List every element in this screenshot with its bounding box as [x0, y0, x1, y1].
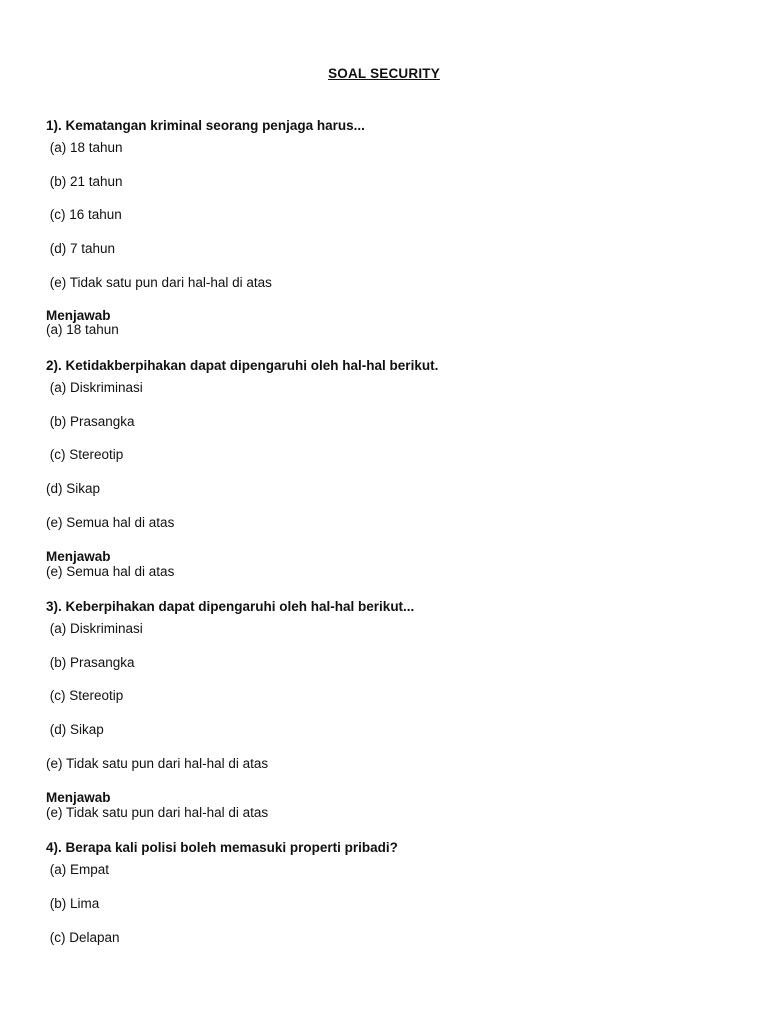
question-1-option-e: (e) Tidak satu pun dari hal-hal di atas [46, 275, 272, 290]
question-1-answer-label: Menjawab [46, 308, 111, 323]
question-4-text: 4). Berapa kali polisi boleh memasuki properti pribadi? [46, 840, 398, 855]
question-4-option-b: (b) Lima [46, 896, 100, 911]
question-4-option-a: (a) Empat [46, 862, 110, 877]
question-2-option-b: (b) Prasangka [46, 414, 135, 429]
document-title: SOAL SECURITY [328, 66, 440, 81]
question-3-answer: (e) Tidak satu pun dari hal-hal di atas [46, 805, 269, 820]
question-3-option-a: (a) Diskriminasi [46, 621, 143, 636]
question-2-answer: (e) Semua hal di atas [46, 564, 175, 579]
question-2-text: 2). Ketidakberpihakan dapat dipengaruhi oleh hal-hal berikut. [46, 358, 439, 373]
question-3-option-e: (e) Tidak satu pun dari hal-hal di atas [46, 756, 269, 771]
question-4-option-c: (c) Delapan [46, 930, 120, 945]
question-2-option-c: (c) Stereotip [46, 447, 124, 462]
question-1-option-a: (a) 18 tahun [46, 140, 123, 155]
question-3-text: 3). Keberpihakan dapat dipengaruhi oleh hal-hal berikut... [46, 599, 415, 614]
question-1-option-d: (d) 7 tahun [46, 241, 116, 256]
question-3-option-d: (d) Sikap [46, 722, 104, 737]
question-3-answer-label: Menjawab [46, 790, 111, 805]
question-1-answer: (a) 18 tahun [46, 322, 119, 337]
question-2-option-d: (d) Sikap [46, 481, 101, 496]
question-1-option-b: (b) 21 tahun [46, 174, 123, 189]
question-3-option-c: (c) Stereotip [46, 688, 124, 703]
question-1-text: 1). Kematangan kriminal seorang penjaga harus... [46, 118, 365, 133]
question-1-option-c: (c) 16 tahun [46, 207, 122, 222]
question-3-option-b: (b) Prasangka [46, 655, 135, 670]
question-2-answer-label: Menjawab [46, 549, 111, 564]
question-2-option-a: (a) Diskriminasi [46, 380, 143, 395]
question-2-option-e: (e) Semua hal di atas [46, 515, 175, 530]
